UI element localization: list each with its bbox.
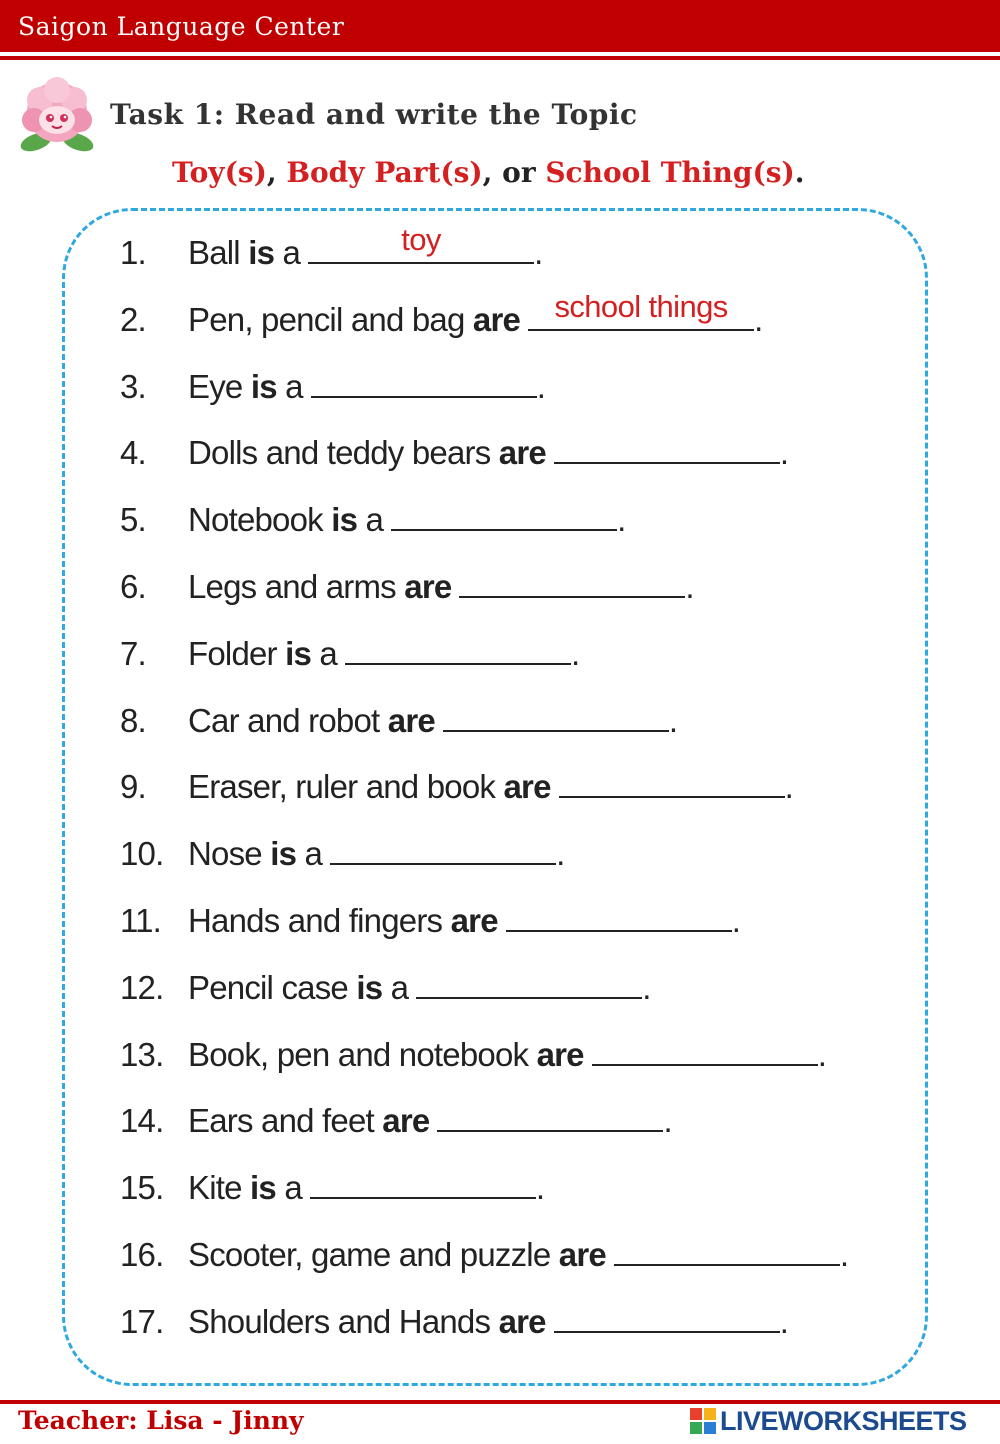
item-verb: are xyxy=(503,768,551,806)
exercise-item xyxy=(120,1034,826,1084)
item-number: 14. xyxy=(120,1102,164,1140)
item-subject: Scooter, game and puzzle xyxy=(188,1236,551,1273)
item-verb: is xyxy=(331,501,358,539)
item-number: 11. xyxy=(120,902,162,939)
answer-blank[interactable] xyxy=(308,222,534,264)
item-subject: Dolls and teddy bears xyxy=(188,434,491,472)
answer-blank[interactable] xyxy=(416,967,642,999)
topic-separator: , or xyxy=(482,156,546,189)
header-divider xyxy=(0,56,1000,60)
item-period: . xyxy=(536,367,546,405)
item-subject: Kite xyxy=(188,1169,242,1207)
item-verb: is xyxy=(248,234,275,271)
answer-text: toy xyxy=(401,222,441,257)
item-verb: are xyxy=(382,1102,430,1140)
item-period: . xyxy=(754,300,763,338)
item-article: a xyxy=(285,367,303,405)
item-number: 10. xyxy=(120,835,164,873)
item-period: . xyxy=(642,968,651,1006)
answer-blank[interactable] xyxy=(391,499,617,531)
exercise-item xyxy=(120,967,651,1017)
exercise-item xyxy=(120,288,763,349)
exercise-item xyxy=(120,1100,672,1150)
item-number: 6. xyxy=(120,568,146,605)
liveworksheets-logo-icon xyxy=(690,1408,716,1434)
exercise-item xyxy=(120,366,545,416)
item-subject: Eraser, ruler and book xyxy=(188,768,496,806)
item-subject: Pencil case xyxy=(188,968,348,1006)
item-number: 3. xyxy=(120,367,146,405)
item-subject: Eye xyxy=(188,367,243,405)
answer-blank[interactable] xyxy=(559,766,785,798)
item-period: . xyxy=(535,1169,545,1207)
school-name: Saigon Language Center xyxy=(18,12,345,41)
item-verb: is xyxy=(270,835,297,873)
answer-blank[interactable] xyxy=(310,1167,536,1199)
item-article: a xyxy=(282,234,301,271)
answer-blank[interactable] xyxy=(345,633,571,665)
exercise-item xyxy=(120,1234,848,1284)
item-subject: Notebook xyxy=(188,501,323,539)
item-period: . xyxy=(685,568,694,605)
answer-blank[interactable] xyxy=(506,900,732,932)
topic-toys: Toy(s) xyxy=(172,156,267,189)
topic-body-parts: Body Part(s) xyxy=(286,156,483,189)
item-verb: are xyxy=(498,1302,546,1340)
teacher-credit: Teacher: Lisa - Jinny xyxy=(18,1406,304,1435)
item-period: . xyxy=(779,1302,789,1340)
item-subject: Book, pen and notebook xyxy=(188,1035,529,1073)
item-verb: are xyxy=(536,1035,584,1073)
item-verb: are xyxy=(387,701,435,739)
item-article: a xyxy=(304,835,323,873)
item-verb: are xyxy=(472,300,521,338)
item-subject: Ball xyxy=(188,234,240,271)
liveworksheets-text: LIVEWORKSHEETS xyxy=(720,1405,967,1436)
item-verb: are xyxy=(404,568,452,605)
answer-blank[interactable] xyxy=(592,1034,818,1066)
answer-blank[interactable] xyxy=(528,288,754,331)
topic-separator: , xyxy=(266,156,287,189)
item-article: a xyxy=(319,634,337,672)
exercise-item xyxy=(120,432,788,482)
item-subject: Legs and arms xyxy=(188,568,396,605)
item-period: . xyxy=(839,1236,849,1273)
item-period: . xyxy=(663,1102,672,1140)
topic-end-period: . xyxy=(794,156,805,189)
item-verb: is xyxy=(285,634,312,672)
exercise-item xyxy=(120,566,694,616)
item-verb: are xyxy=(558,1236,606,1273)
item-period: . xyxy=(668,701,678,739)
topic-options xyxy=(172,156,804,189)
exercise-item xyxy=(120,833,564,883)
exercise-item xyxy=(120,1301,788,1351)
item-number: 2. xyxy=(120,300,146,338)
answer-blank[interactable] xyxy=(554,1301,780,1333)
item-article: a xyxy=(365,501,384,539)
answer-blank[interactable] xyxy=(311,366,537,398)
answer-text: school things xyxy=(554,288,728,324)
item-number: 1. xyxy=(120,234,146,271)
item-number: 13. xyxy=(120,1035,164,1073)
item-number: 16. xyxy=(120,1236,164,1273)
item-period: . xyxy=(617,501,626,539)
item-verb: are xyxy=(498,434,546,472)
item-period: . xyxy=(779,434,789,472)
item-period: . xyxy=(534,234,543,271)
answer-blank[interactable] xyxy=(554,432,780,464)
item-subject: Nose xyxy=(188,835,262,873)
flower-character-icon xyxy=(14,76,100,154)
header-bar xyxy=(0,0,1000,52)
item-number: 5. xyxy=(120,501,146,539)
footer-divider xyxy=(0,1400,1000,1404)
item-number: 9. xyxy=(120,768,146,806)
item-subject: Shoulders and Hands xyxy=(188,1302,491,1340)
item-verb: is xyxy=(250,1169,276,1207)
answer-blank[interactable] xyxy=(459,566,685,598)
item-period: . xyxy=(731,902,741,939)
exercise-item xyxy=(120,700,677,750)
item-subject: Car and robot xyxy=(188,701,380,739)
item-number: 7. xyxy=(120,634,146,672)
item-number: 8. xyxy=(120,701,146,739)
item-number: 12. xyxy=(120,968,164,1006)
exercise-item xyxy=(120,499,625,549)
topic-school-things: School Thing(s) xyxy=(545,156,795,189)
task-title: Task 1: Read and write the Topic xyxy=(110,98,638,131)
item-number: 15. xyxy=(120,1169,164,1207)
answer-blank[interactable] xyxy=(330,833,556,865)
exercise-item xyxy=(120,900,740,950)
item-period: . xyxy=(556,835,565,873)
answer-blank[interactable] xyxy=(443,700,669,732)
exercise-item xyxy=(120,766,793,816)
item-period: . xyxy=(570,634,580,672)
item-number: 17. xyxy=(120,1302,164,1340)
answer-blank[interactable] xyxy=(614,1234,840,1266)
exercise-item xyxy=(120,222,543,282)
exercise-item xyxy=(120,1167,544,1217)
item-verb: are xyxy=(450,902,498,939)
item-period: . xyxy=(817,1035,827,1073)
item-subject: Pen, pencil and bag xyxy=(188,300,465,338)
item-period: . xyxy=(784,768,793,806)
item-subject: Ears and feet xyxy=(188,1102,374,1140)
answer-blank[interactable] xyxy=(437,1100,663,1132)
item-subject: Hands and fingers xyxy=(188,902,443,939)
liveworksheets-brand[interactable] xyxy=(690,1405,967,1437)
item-article: a xyxy=(390,968,409,1006)
item-subject: Folder xyxy=(188,634,277,672)
item-verb: is xyxy=(356,968,383,1006)
item-number: 4. xyxy=(120,434,146,472)
exercise-item xyxy=(120,633,579,683)
item-verb: is xyxy=(250,367,277,405)
item-article: a xyxy=(284,1169,302,1207)
